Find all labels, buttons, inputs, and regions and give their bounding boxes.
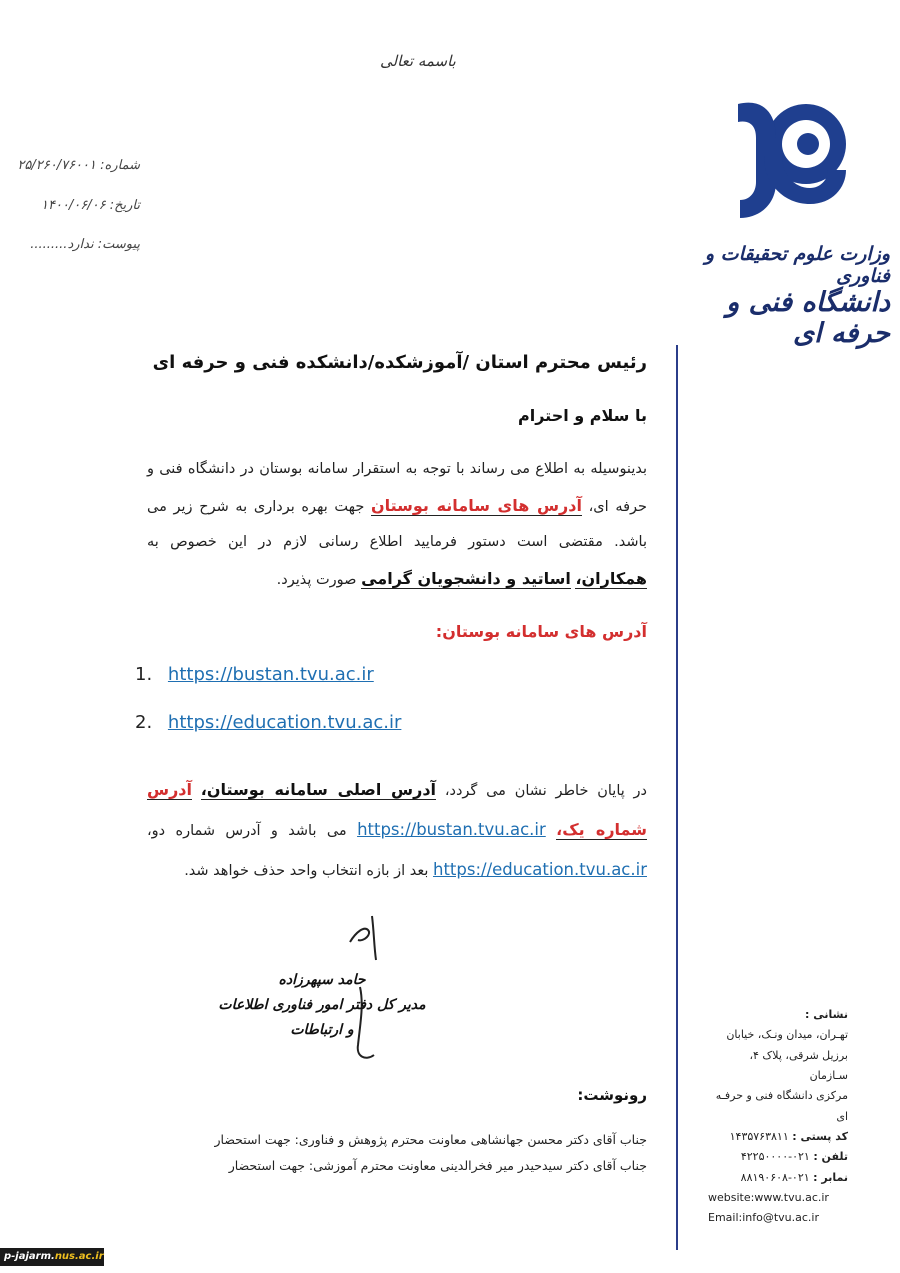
address-line: تهـران، میدان ونـک، خیابان — [726, 1028, 848, 1042]
cc-item: جناب آقای دکتر سیدحیدر میر فخرالدینی معاونت محترم آموزشی: جهت استحضار — [228, 1158, 647, 1174]
address-line: برزیل شرقی، پلاک ۴، سـازمان — [749, 1048, 848, 1083]
closing-part3: بعد از بازه انتخاب واحد حذف خواهد شد. — [184, 862, 429, 879]
university-logo-icon — [728, 92, 850, 222]
footer-badge-suffix: nus.ac.ir — [54, 1251, 104, 1262]
address-label: نشانی : — [805, 1008, 848, 1021]
basmala: باسمه تعالی — [380, 52, 456, 70]
greeting: با سلام و احترام — [518, 406, 647, 425]
address-line: مرکزی دانشگاه فنی و حرفـه ای — [715, 1089, 848, 1123]
education-link[interactable]: https://education.tvu.ac.ir — [167, 712, 402, 733]
letter-number — [17, 158, 140, 173]
postal-code — [708, 1127, 848, 1147]
body-part1: بدینوسیله به اطلاع می رساند با توجه به استقرار سامانه بوستان در دانشگاه فنی و حرفه ای، — [147, 461, 648, 515]
body-emphasis-students: اساتید و دانشجویان گرامی — [361, 568, 571, 588]
fax-label: نمابر : — [813, 1170, 848, 1184]
closing-bustan-link[interactable]: https://bustan.tvu.ac.ir — [357, 819, 546, 839]
list-number: 1. — [135, 664, 153, 685]
cc-item: جناب آقای دکتر محسن جهانشاهی معاونت محترم پژوهش و فناوری: جهت استحضار — [214, 1132, 647, 1147]
email: Email:info@tvu.ac.ir — [708, 1211, 820, 1225]
letter-date — [30, 198, 140, 213]
addresses-list — [135, 664, 401, 760]
letter-number-value: ۲۵/۲۶۰/۷۶۰۰۱ — [17, 158, 97, 173]
signature-scribble-icon — [342, 912, 392, 962]
list-item — [135, 712, 401, 760]
footer-badge-prefix: p-jajarm. — [4, 1251, 55, 1262]
closing-part2: می باشد و آدرس شماره دو، — [147, 822, 347, 839]
cc-title: رونوشت: — [577, 1086, 647, 1104]
closing-address-one: آدرس شماره یک، — [147, 780, 648, 839]
signatory-title-cont: و ارتباطات — [290, 1022, 354, 1039]
postal-label: کد پستی : — [792, 1130, 848, 1144]
letter-number-label: شماره: — [100, 158, 140, 173]
phone — [708, 1147, 848, 1167]
vertical-divider — [676, 345, 678, 1250]
addresses-heading: آدرس های سامانه بوستان: — [435, 622, 647, 641]
signature-block — [212, 968, 432, 1044]
fax-value: ۰۲۱-۸۸۱۹۰۶۰۸ — [740, 1170, 810, 1184]
signatory-name: حامد سپهرزاده — [278, 972, 366, 988]
footer-badge — [0, 1248, 104, 1266]
closing-part1: در پایان خاطر نشان می گردد، — [444, 783, 648, 799]
closing-paragraph — [147, 770, 647, 890]
letter-body — [147, 452, 647, 598]
letter-attachment — [30, 237, 140, 252]
list-item — [135, 664, 401, 712]
university-name: دانشگاه فنی و حرفه ای — [726, 287, 890, 349]
body-part2: جهت بهره برداری به شرح زیر می باشد. مقتضی است دستور فرمایید اطلاع رسانی لازم در این خصوص به — [147, 498, 647, 551]
letter-date-value: ۱۴۰۰/۰۶/۰۶ — [40, 198, 106, 213]
letter-date-label: تاریخ: — [109, 198, 140, 213]
website: website:www.tvu.ac.ir — [708, 1191, 829, 1205]
body-part3: صورت پذیرد. — [276, 571, 357, 588]
recipient: رئیس محترم استان /آموزشکده/دانشکده فنی و حرفه ای — [152, 352, 647, 373]
signatory-title: مدیر کل دفتر امور فناوری اطلاعات — [218, 997, 426, 1014]
body-emphasis-colleagues: همکاران، — [575, 568, 647, 588]
ministry-name: وزارت علوم تحقیقات و فناوری — [704, 243, 890, 287]
postal-value: ۱۴۳۵۷۶۳۸۱۱ — [729, 1130, 789, 1144]
bustan-link[interactable]: https://bustan.tvu.ac.ir — [167, 664, 374, 685]
closing-emphasis: آدرس اصلی سامانه بوستان، — [200, 780, 437, 799]
list-number: 2. — [135, 712, 153, 733]
fax — [708, 1168, 848, 1188]
closing-education-link[interactable]: https://education.tvu.ac.ir — [433, 859, 647, 879]
letter-attachment-label: پیوست: — [97, 237, 140, 252]
address-block — [708, 1005, 848, 1229]
letter-attachment-value: ندارد......... — [30, 237, 94, 252]
phone-label: تلفن : — [813, 1150, 848, 1164]
phone-value: ۰۲۱-۴۲۲۵۰۰۰۰ — [740, 1150, 810, 1164]
body-highlight: آدرس های سامانه بوستان — [370, 495, 582, 515]
cc-list — [187, 1127, 647, 1180]
